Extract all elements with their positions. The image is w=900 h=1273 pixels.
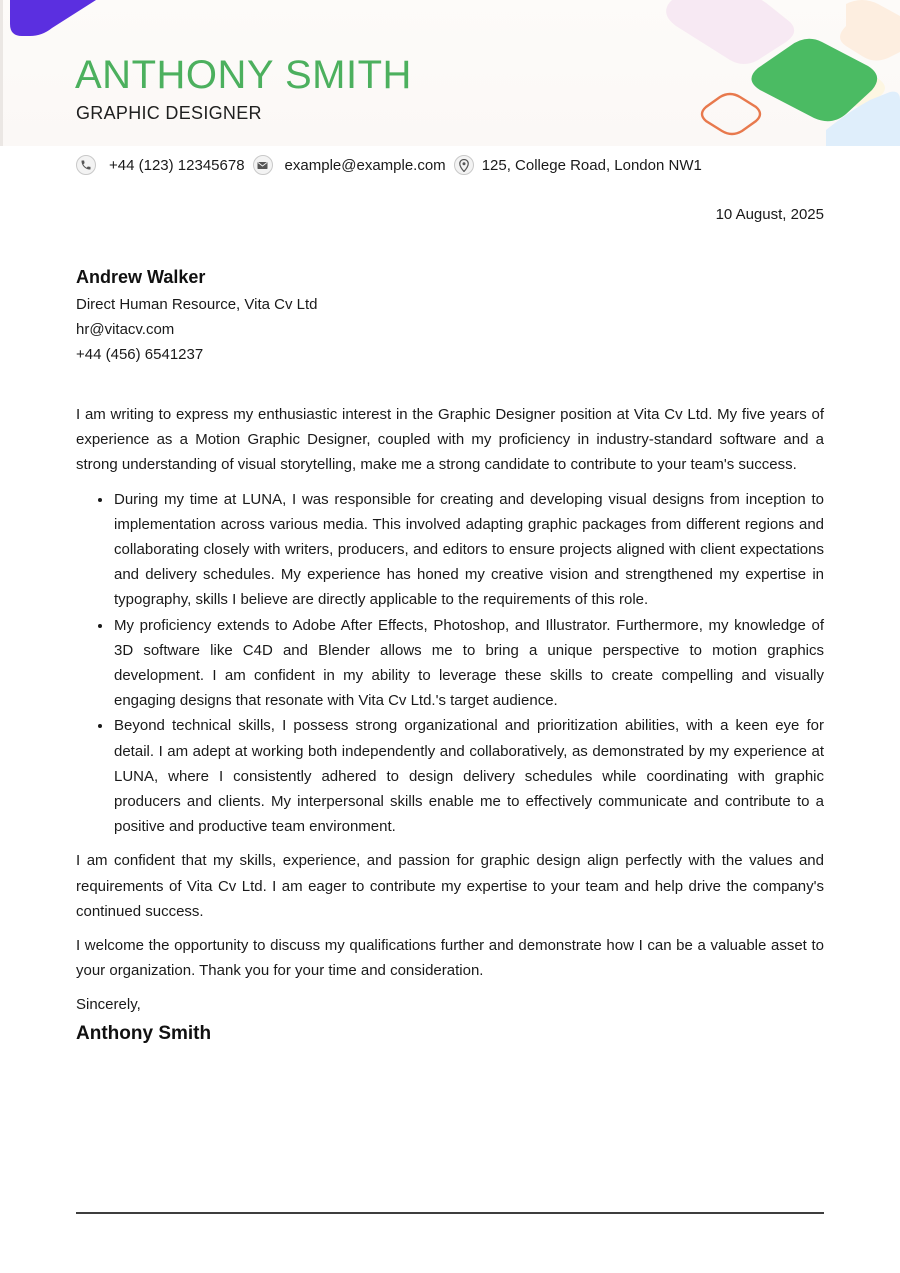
- purple-corner-shape: [10, 0, 96, 36]
- recipient-position: Direct Human Resource, Vita Cv Ltd: [76, 296, 318, 313]
- email-icon: [253, 155, 273, 175]
- postal-address: 125, College Road, London NW1: [481, 156, 702, 174]
- phone-icon: [76, 155, 96, 175]
- closing-paragraph-2: I welcome the opportunity to discuss my qualifications further and demonstrate how I can be a valuable asset to your organization. Thank you for your time and consideration.: [76, 937, 824, 980]
- footer-divider: [76, 1212, 824, 1214]
- experience-list: [76, 487, 824, 840]
- recipient-phone: +44 (456) 6541237: [76, 346, 204, 363]
- experience-bullet: • Beyond technical skills, I possess strong organizational and prioritization abilities, with a keen eye for detail. I am adept at working both independently and collaboratively, as demonstrated by my experience at LUNA, where I consistently adhered to design delivery schedules while coordinating with graphic producers and clients. My interpersonal skills enable me to effectively communicate and contribute to a positive and productive team environment.: [113, 713, 824, 839]
- recipient-name: Andrew Walker: [76, 267, 206, 287]
- faint-pink-shape: [666, 0, 794, 64]
- applicant-name: ANTHONY SMITH: [75, 53, 412, 97]
- email-address[interactable]: example@example.com: [284, 156, 446, 174]
- contact-email: [245, 155, 446, 175]
- contact-address: [446, 155, 702, 175]
- recipient-email[interactable]: hr@vitacv.com: [76, 321, 175, 338]
- letter-date: 10 August, 2025: [715, 206, 824, 223]
- intro-paragraph: I am writing to express my enthusiastic interest in the Graphic Designer position at Vita Cv Ltd. My five years of experience as a Motion Graphic Designer, coupled with my proficiency in industry-standard software and a strong understanding of visual storytelling, make me a strong candidate to contribute to your team's success.: [76, 406, 824, 474]
- location-pin-icon: [454, 155, 474, 175]
- signature-name: Anthony Smith: [76, 1023, 212, 1044]
- letter-body: [76, 402, 824, 992]
- closing-salutation: Sincerely,: [76, 996, 141, 1013]
- experience-bullet: • My proficiency extends to Adobe After Effects, Photoshop, and Illustrator. Furthermore, my knowledge of 3D software like C4D and Blender allows me to bring a unique perspective to motion graphics development. I am confident in my ability to leverage these skills to create compelling and visually engaging designs that resonate with Vita Cv Ltd.'s target audience.: [113, 613, 824, 714]
- recipient-block: [76, 266, 318, 367]
- closing-paragraph-1: I am confident that my skills, experience, and passion for graphic design align perfectly with the values and requirements of Vita Cv Ltd. I am eager to contribute my expertise to your team and help drive the company's continued success.: [76, 852, 824, 920]
- orange-outline-diamond-shape: [702, 94, 760, 134]
- phone-number: +44 (123) 12345678: [109, 156, 245, 174]
- contact-phone: [76, 155, 245, 175]
- signoff-block: [76, 994, 211, 1046]
- experience-bullet: • During my time at LUNA, I was responsible for creating and developing visual designs from inception to implementation across various media. This involved adapting graphic packages from different regions and collaborating closely with writers, producers, and editors to ensure projects aligned with client expectations and delivery schedules. My experience has honed my creative vision and strengthened my expertise in typography, skills I believe are directly applicable to the requirements of this role.: [113, 487, 824, 613]
- faint-peach-shape: [840, 0, 900, 61]
- contact-row: [76, 152, 702, 178]
- applicant-title: GRAPHIC DESIGNER: [76, 103, 262, 123]
